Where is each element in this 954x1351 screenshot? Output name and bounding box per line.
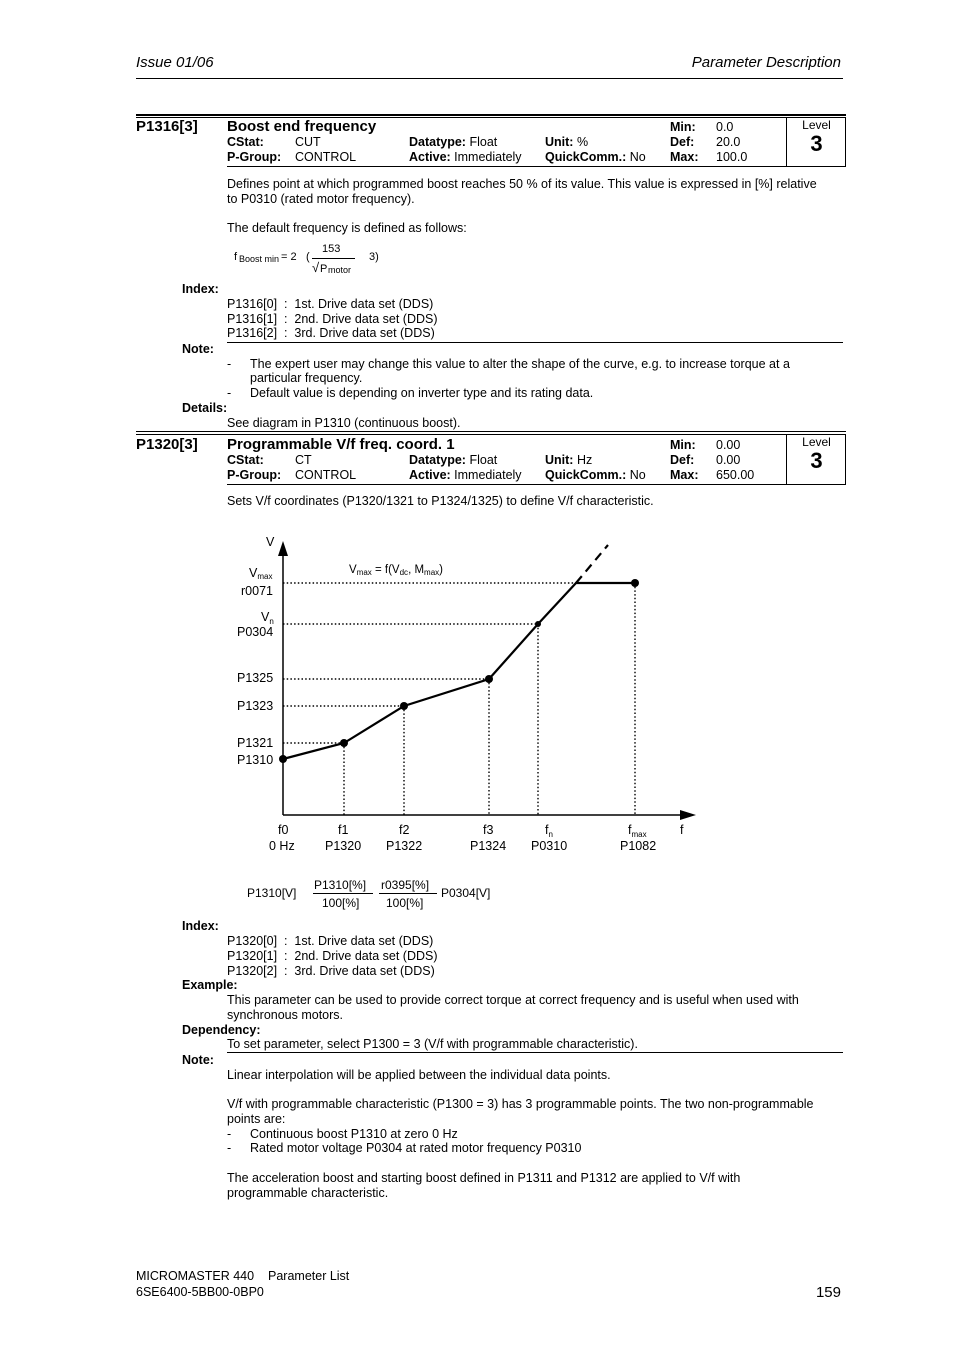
p1320-index-0: P1320[0] : 1st. Drive data set (DDS)	[227, 934, 434, 948]
p1316-pgroup: CONTROL	[295, 150, 357, 164]
point-fn	[535, 621, 541, 627]
x-label-p0310: P0310	[531, 839, 568, 853]
p1320-right-border	[845, 434, 846, 485]
p1320-title: Programmable V/f freq. coord. 1	[227, 436, 455, 453]
p1316-index-2: P1316[2] : 3rd. Drive data set (DDS)	[227, 326, 435, 340]
p1320-note-p1: Linear interpolation will be applied between the individual data points.	[227, 1068, 611, 1082]
p1320-quickcomm: QuickComm.: No	[545, 468, 646, 482]
point-f2	[400, 702, 408, 710]
p1316-note-0: The expert user may change this value to alter the shape of the curve, e.g. to increase torque at a	[250, 357, 790, 371]
footer-product: MICROMASTER 440 Parameter List	[136, 1269, 350, 1283]
p1320-pgroup: CONTROL	[295, 468, 357, 482]
p1316-cstat-row	[227, 135, 264, 150]
x-label-f0: f0	[278, 823, 289, 837]
p1320-index-1: P1320[1] : 2nd. Drive data set (DDS)	[227, 949, 438, 963]
p1320-desc: Sets V/f coordinates (P1320/1321 to P1324/1325) to define V/f characteristic.	[227, 494, 654, 508]
x-label-f3: f3	[483, 823, 494, 837]
point-f3	[485, 675, 493, 683]
p1316-details: See diagram in P1310 (continuous boost).	[227, 416, 461, 430]
p1320-note-rule	[227, 1052, 843, 1053]
p1316-index-0: P1316[0] : 1st. Drive data set (DDS)	[227, 297, 434, 311]
p1316-max-label: Max:	[670, 150, 699, 164]
p1320-max: 650.00	[716, 468, 755, 482]
p1320-note-bullet-0: Continuous boost P1310 at zero 0 Hz	[250, 1127, 458, 1141]
point-f1	[340, 739, 348, 747]
x-label-f1: f1	[338, 823, 349, 837]
p1320-note-p2-1: V/f with programmable characteristic (P1300 = 3) has 3 programmable points. The two non-programmable	[227, 1097, 814, 1111]
p1316-quickcomm: QuickComm.: No	[545, 150, 646, 164]
p1316-right-border	[845, 117, 846, 167]
p1320-top-rule	[136, 431, 846, 432]
p1316-min-label: Min:	[670, 120, 696, 134]
p1320-dependency: To set parameter, select P1300 = 3 (V/f with programmable characteristic).	[227, 1037, 638, 1051]
p1316-title: Boost end frequency	[227, 118, 377, 135]
p1316-details-label: Details:	[182, 401, 228, 415]
p1310-label: P1310	[237, 753, 274, 767]
p1316-top-rule	[136, 114, 846, 116]
p1320-cstat-label: CStat:	[227, 453, 264, 467]
pgroup-label: P-Group:	[227, 150, 282, 164]
level-number: 3	[810, 131, 823, 156]
p1316-note-label: Note:	[182, 342, 214, 356]
p1325-label: P1325	[237, 671, 274, 685]
p0304-label: P0304	[237, 625, 274, 639]
p1320-level-box	[786, 434, 846, 484]
header-section: Parameter Description	[691, 54, 841, 71]
p1321-label: P1321	[237, 736, 274, 750]
f-axis-label: f	[680, 823, 684, 837]
header-issue: Issue 01/06	[136, 54, 214, 71]
p1320-note-label: Note:	[182, 1053, 214, 1067]
p1320-header-bottom-rule	[227, 484, 846, 485]
header-rule	[136, 78, 843, 79]
p1316-def-label: Def:	[670, 135, 695, 149]
p1320-dependency-label: Dependency:	[182, 1023, 261, 1037]
x-label-0hz: 0 Hz	[269, 839, 295, 853]
point-p1310	[279, 755, 287, 763]
level-label: Level	[802, 435, 831, 449]
x-label-fmax: $f_{max}$	[628, 823, 647, 839]
p1320-pgroup-label: P-Group:	[227, 468, 282, 482]
p1320-note-p3-2: programmable characteristic.	[227, 1186, 389, 1200]
x-label-p1082: P1082	[620, 839, 657, 853]
vertical-guides	[344, 583, 635, 815]
p1320-cstat: CT	[295, 453, 312, 467]
p1320-def-label: Def:	[670, 453, 695, 467]
p1316-min: 0.0	[716, 120, 734, 134]
p1316-unit: Unit: %	[545, 135, 589, 149]
p1316-note-1: particular frequency.	[250, 371, 363, 385]
vf-diagram	[230, 530, 710, 870]
p1320-note-p3-1: The acceleration boost and starting boost defined in P1311 and P1312 are applied to V/f with	[227, 1171, 741, 1185]
p1316-active: Active: Immediately	[409, 150, 522, 164]
v-axis-label: V	[266, 535, 275, 549]
p1320-def: 0.00	[716, 453, 741, 467]
level-number: 3	[810, 448, 823, 473]
p1316-datatype: Datatype: Float	[409, 135, 498, 149]
p1316-default-text: The default frequency is defined as follows:	[227, 221, 467, 235]
p1320-min: 0.00	[716, 438, 741, 452]
x-label-p1320: P1320	[325, 839, 362, 853]
p1320-index-2: P1320[2] : 3rd. Drive data set (DDS)	[227, 964, 435, 978]
horizontal-guides	[283, 583, 635, 743]
p1320-max-label: Max:	[670, 468, 699, 482]
p1320-note-bullet-1: Rated motor voltage P0304 at rated motor frequency P0310	[250, 1141, 582, 1155]
p1316-cstat: CUT	[295, 135, 321, 149]
p1323-label: P1323	[237, 699, 274, 713]
p1320-top-rule-2	[136, 434, 846, 435]
p1320-example-0: This parameter can be used to provide correct torque at correct frequency and is useful when used with	[227, 993, 799, 1007]
vf-characteristic-line	[283, 583, 635, 759]
vmax-formula: Vmax = f(Vdc, Mmax)	[349, 564, 444, 577]
cstat-label: CStat:	[227, 135, 264, 149]
p1320-active: Active: Immediately	[409, 468, 522, 482]
conversion-formula: P1310[V] P1310[%] 100[%] r0395[%] 100[%] P0304[V]	[247, 878, 491, 910]
p1320-note-p2-2: points are:	[227, 1112, 286, 1126]
r0071-label: r0071	[241, 584, 273, 598]
p1320-index-label: Index:	[182, 919, 219, 933]
page-number: 159	[815, 1284, 841, 1301]
x-label-p1322: P1322	[386, 839, 423, 853]
v-axis-arrow	[278, 541, 288, 556]
f-axis-arrow	[680, 810, 696, 820]
p1316-desc-1: Defines point at which programmed boost reaches 50 % of its value. This value is expressed in [%] relative	[227, 177, 817, 191]
p1320-example-1: synchronous motors.	[227, 1008, 344, 1022]
x-label-fn: $f_n$	[545, 823, 553, 839]
p1316-def: 20.0	[716, 135, 741, 149]
p1316-index-1: P1316[1] : 2nd. Drive data set (DDS)	[227, 312, 438, 326]
point-fmax	[631, 579, 639, 587]
p1316-max: 100.0	[716, 150, 748, 164]
p1320-min-label: Min:	[670, 438, 696, 452]
p1316-level-box	[786, 117, 846, 166]
p1316-id: P1316[3]	[136, 118, 198, 135]
vf-extension-dashed	[576, 545, 608, 583]
p1320-example-label: Example:	[182, 978, 238, 992]
p1320-unit: Unit: Hz	[545, 453, 593, 467]
level-label: Level	[802, 118, 831, 132]
p1316-desc-2: to P0310 (rated motor frequency).	[227, 192, 415, 206]
vn-label: $V_n$	[261, 610, 274, 626]
x-label-f2: f2	[399, 823, 410, 837]
vmax-label: Vmax	[249, 566, 273, 581]
p1316-header-bottom-rule	[227, 166, 846, 167]
p1320-id: P1320[3]	[136, 436, 198, 453]
footer-order-number: 6SE6400-5BB00-0BP0	[136, 1285, 264, 1299]
p1320-datatype: Datatype: Float	[409, 453, 498, 467]
p1316-formula: f Boost min = 2 ( 153 √ P motor 3)	[234, 243, 379, 275]
p1316-note-2: Default value is depending on inverter type and its rating data.	[250, 386, 594, 400]
x-label-p1324: P1324	[470, 839, 507, 853]
p1316-note-rule	[227, 342, 843, 343]
p1316-index-label: Index:	[182, 282, 219, 296]
